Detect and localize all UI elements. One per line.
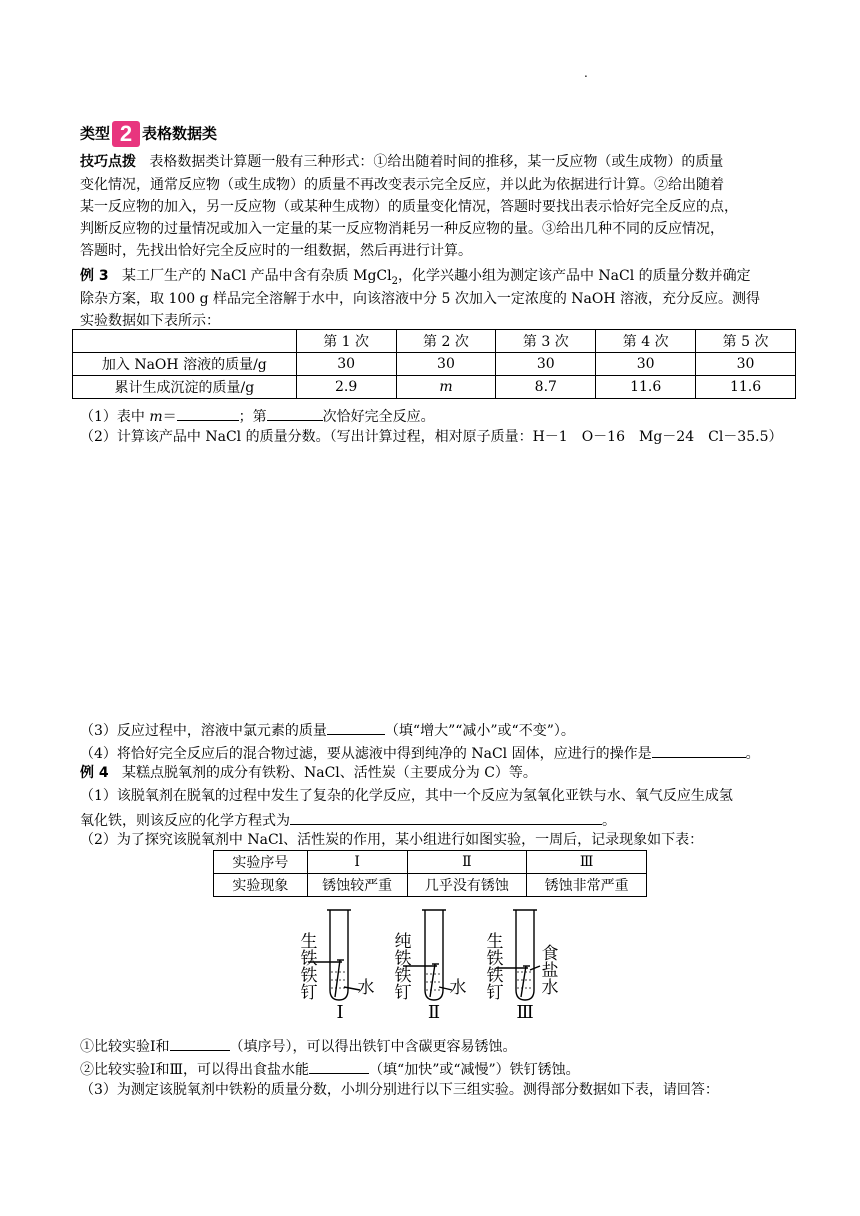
table-cell: 第 4 次 bbox=[596, 330, 696, 353]
q1-variable-m: m bbox=[149, 409, 163, 425]
q1-text-c: ；第 bbox=[238, 409, 267, 425]
example3-subscript: 2 bbox=[391, 275, 398, 287]
tube2-numeral: Ⅱ bbox=[427, 1002, 441, 1023]
answer-blank-compare[interactable] bbox=[170, 1034, 230, 1051]
example3-line-2: 除杂方案，取 100 g 样品完全溶解于水中，向该溶液中分 5 次加入一定浓度的 NaOH 溶液，充分反应。测得 bbox=[80, 291, 761, 307]
answer-blank-equation[interactable] bbox=[290, 808, 602, 825]
test-tube-figure bbox=[290, 902, 580, 1027]
example4-label: 例 4 bbox=[80, 765, 109, 781]
example4-s1 bbox=[80, 1034, 517, 1057]
page-dot: . bbox=[584, 66, 588, 80]
table-cell: 11.6 bbox=[696, 376, 796, 399]
table-cell: 8.7 bbox=[496, 376, 596, 399]
example4-q1-line-1: （1）该脱氧剂在脱氧的过程中发生了复杂的化学反应，其中一个反应为氢氧化亚铁与水、氧气反应生成氢 bbox=[80, 788, 733, 804]
answer-blank-chlorine[interactable] bbox=[327, 718, 385, 735]
example4-intro bbox=[80, 763, 537, 783]
table-header-row bbox=[73, 330, 796, 353]
example3-table bbox=[72, 329, 796, 399]
table-cell: 30 bbox=[296, 353, 396, 376]
q1-text-b: ＝ bbox=[162, 409, 177, 425]
table-cell: 累计生成沉淀的质量/g bbox=[73, 376, 297, 399]
table-cell: m bbox=[396, 376, 496, 399]
table-cell: 30 bbox=[396, 353, 496, 376]
example4-table bbox=[213, 850, 647, 897]
table-cell: 30 bbox=[696, 353, 796, 376]
tube3-right-label: 食 盐 水 bbox=[541, 944, 559, 998]
tips-line-4: 判断反应物的过量情况或加入一定量的某一反应物消耗另一种反应物的量。③给出几种不同的反应情况， bbox=[80, 221, 724, 237]
section-heading bbox=[80, 121, 217, 147]
s1-text-a: ①比较实验Ⅰ和 bbox=[80, 1039, 170, 1055]
table-cell: Ⅲ bbox=[527, 851, 647, 874]
example4-intro-text: 某糕点脱氧剂的成分有铁粉、NaCl、活性炭（主要成分为 C）等。 bbox=[121, 765, 537, 781]
section-number-badge: 2 bbox=[112, 121, 140, 147]
tips-text-1: 表格数据类计算题一般有三种形式：①给出随着时间的推移，某一反应物（或生成物）的质量 bbox=[149, 154, 724, 170]
table-cell: 第 5 次 bbox=[696, 330, 796, 353]
table-cell: 锈蚀非常严重 bbox=[527, 874, 647, 897]
q1-text-a: （1）表中 bbox=[80, 409, 150, 425]
example3-line-1 bbox=[80, 266, 751, 292]
table-cell: 2.9 bbox=[296, 376, 396, 399]
table-cell: 实验序号 bbox=[214, 851, 308, 874]
example3-text-1a: 某工厂生产的 NaCl 产品中含有杂质 MgCl bbox=[121, 268, 392, 284]
table-cell: 第 1 次 bbox=[296, 330, 396, 353]
answer-blank-effect[interactable] bbox=[309, 1057, 369, 1074]
q1-line2-text: 氧化铁，则该反应的化学方程式为 bbox=[80, 813, 290, 829]
table-cell: 实验现象 bbox=[214, 874, 308, 897]
tube1-right-label: 水 bbox=[357, 978, 375, 998]
example4-q3: （3）为测定该脱氧剂中铁粉的质量分数，小圳分别进行以下三组实验。测得部分数据如下表，请回答： bbox=[80, 1082, 719, 1098]
q4-text-b: 。 bbox=[745, 746, 760, 762]
example3-q4 bbox=[80, 741, 760, 764]
s2-text-a: ②比较实验Ⅰ和Ⅲ，可以得出食盐水能 bbox=[80, 1062, 310, 1078]
example3-label: 例 3 bbox=[80, 268, 109, 284]
q4-text-a: （4）将恰好完全反应后的混合物过滤，要从滤液中得到纯净的 NaCl 固体，应进行的操作是 bbox=[80, 746, 652, 762]
section-title: 表格数据类 bbox=[142, 124, 218, 143]
answer-blank-time[interactable] bbox=[267, 404, 323, 421]
table-cell: 30 bbox=[496, 353, 596, 376]
tube2-right-label: 水 bbox=[449, 978, 467, 998]
answer-blank-m[interactable] bbox=[177, 404, 239, 421]
example4-s2 bbox=[80, 1057, 580, 1080]
table-cell: Ⅰ bbox=[307, 851, 407, 874]
tips-line-1 bbox=[80, 152, 723, 172]
q1-line2-end: 。 bbox=[602, 813, 616, 829]
example3-text-1b: ，化学兴趣小组为测定该产品中 NaCl 的质量分数并确定 bbox=[397, 268, 751, 284]
table-cell: 11.6 bbox=[596, 376, 696, 399]
tube2-left-label: 纯 铁 铁 钉 bbox=[394, 932, 412, 1003]
table-cell: 锈蚀较严重 bbox=[307, 874, 407, 897]
table-row bbox=[73, 376, 796, 399]
q1-text-d: 次恰好完全反应。 bbox=[322, 409, 435, 425]
table-header-row bbox=[214, 851, 647, 874]
tips-line-2: 变化情况，通常反应物（或生成物）的质量不再改变表示完全反应，并以此为依据进行计算。②给出随着 bbox=[80, 177, 724, 193]
section-prefix: 类型 bbox=[80, 124, 111, 143]
tube1-left-label: 生 铁 铁 钉 bbox=[300, 932, 318, 1003]
table-cell: 加入 NaOH 溶液的质量/g bbox=[73, 353, 297, 376]
table-cell: 第 3 次 bbox=[496, 330, 596, 353]
tips-line-3: 某一反应物的加入，另一反应物（或某种生成物）的质量变化情况，答题时要找出表示恰好完全反应的点， bbox=[80, 199, 738, 215]
s2-text-b: （填“加快”或“减慢”）铁钉锈蚀。 bbox=[369, 1062, 580, 1078]
answer-blank-operation[interactable] bbox=[652, 741, 746, 758]
table-row bbox=[214, 874, 647, 897]
table-cell: Ⅱ bbox=[407, 851, 527, 874]
table-cell: 几乎没有锈蚀 bbox=[407, 874, 527, 897]
tube1-numeral: Ⅰ bbox=[336, 1002, 344, 1023]
example3-q2: （2）计算该产品中 NaCl 的质量分数。（写出计算过程，相对原子质量：H－1 O－16 Mg－24 Cl－35.5） bbox=[80, 429, 783, 445]
example3-q1 bbox=[80, 404, 435, 427]
q3-text-a: （3）反应过程中，溶液中氯元素的质量 bbox=[80, 723, 327, 739]
table-cell bbox=[73, 330, 297, 353]
table-cell: 30 bbox=[596, 353, 696, 376]
example3-line-3: 实验数据如下表所示： bbox=[80, 313, 220, 329]
s1-text-b: （填序号），可以得出铁钉中含碳更容易锈蚀。 bbox=[229, 1039, 517, 1055]
q3-text-b: （填“增大”“减小”或“不变”）。 bbox=[384, 723, 575, 739]
tube3-numeral: Ⅲ bbox=[516, 1002, 534, 1023]
table-row bbox=[73, 353, 796, 376]
example4-q2: （2）为了探究该脱氧剂中 NaCl、活性炭的作用，某小组进行如图实验，一周后，记录现象如下表： bbox=[80, 832, 704, 848]
tips-line-5: 答题时，先找出恰好完全反应时的一组数据，然后再进行计算。 bbox=[80, 243, 472, 259]
example3-q3 bbox=[80, 718, 575, 741]
table-cell: 第 2 次 bbox=[396, 330, 496, 353]
tips-label: 技巧点拨 bbox=[80, 154, 136, 170]
example4-q1-line-2 bbox=[80, 808, 616, 831]
tube3-left-label: 生 铁 铁 钉 bbox=[486, 932, 504, 1003]
